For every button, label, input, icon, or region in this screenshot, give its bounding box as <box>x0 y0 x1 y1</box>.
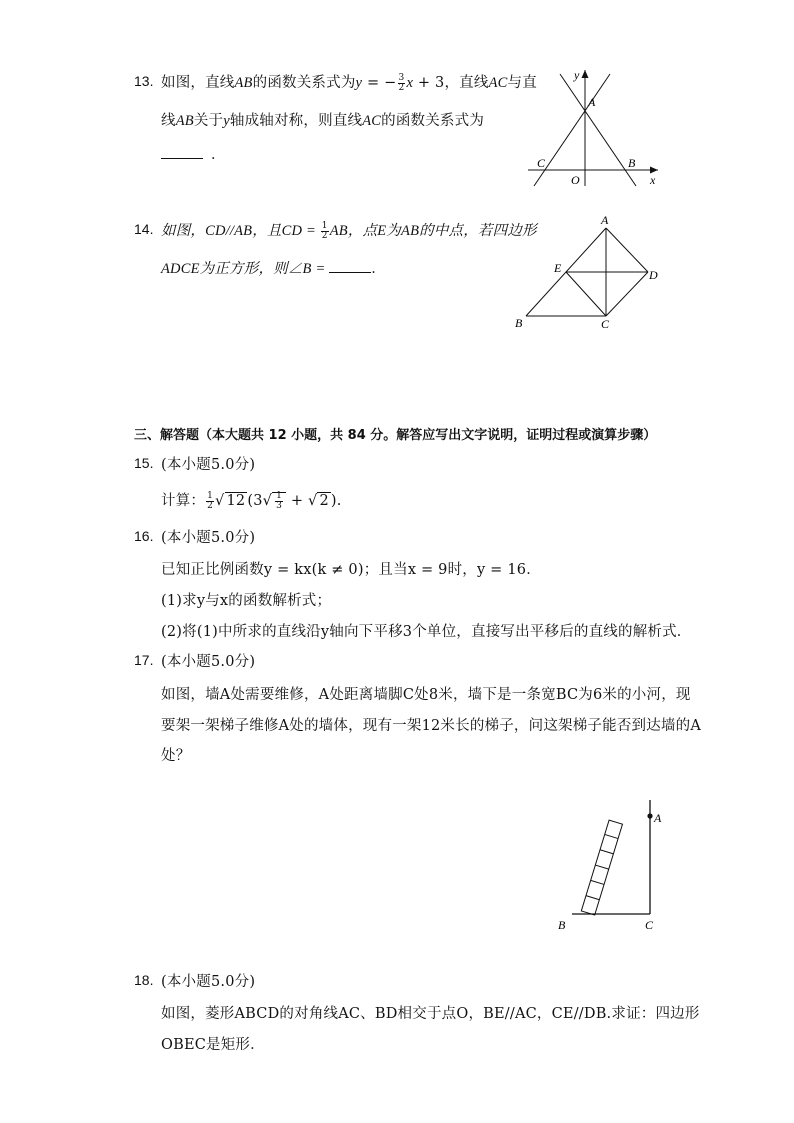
q14-fig-e-label: E <box>554 261 562 275</box>
q13-fig-x-label: x <box>650 173 656 187</box>
q17-line1: 如图，墙A处需要维修，A处距离墙脚C处8米，墙下是一条宽BC为6米的小河，现 <box>161 687 691 703</box>
q17-score: (本小题5.0分) <box>161 654 256 670</box>
q17-fig-b-label: B <box>558 918 566 932</box>
q17-line3: 处？ <box>161 748 191 764</box>
q18-score: (本小题5.0分) <box>161 974 256 990</box>
q18-number: 18. <box>134 972 154 988</box>
q16-score: (本小题5.0分) <box>161 530 256 546</box>
q18-line1: 如图，菱形ABCD的对角线AC、BD相交于点O，BE//AC，CE//DB.求证：四边形 <box>161 1006 700 1022</box>
q13-line2: 线AB关于y轴成轴对称，则直线AC的函数关系式为 <box>161 113 485 129</box>
q14-answer-blank[interactable] <box>329 260 371 273</box>
q13-fig-b-label: B <box>628 156 636 170</box>
q13-fig-o-label: O <box>571 173 580 187</box>
q15-score: (本小题5.0分) <box>161 457 256 473</box>
q14-line2: ADCE为正方形，则∠B = ． <box>161 261 386 277</box>
q17-fig-a-label: A <box>654 811 662 825</box>
q14-fig-d-label: D <box>649 268 658 282</box>
q15-inner-fraction: $\frac{1}{3}$ <box>276 490 283 511</box>
q13-line1: 如图，直线AB的函数关系式为y = − $\frac{3}{2}$ x + 3，直线AC与直 <box>161 72 537 93</box>
q14-number: 14. <box>134 221 154 237</box>
q14-fig-c-label: C <box>601 317 610 331</box>
q13-line3: ． <box>161 143 226 164</box>
q14-fig-b-label: B <box>515 316 523 330</box>
q13-fraction: $\frac{3}{2}$ <box>398 72 405 93</box>
q15-half: $\frac{1}{2}$ <box>207 490 214 511</box>
q17-fig-c-label: C <box>645 918 654 932</box>
q17-ladder-figure <box>550 796 672 936</box>
q14-square-figure <box>508 212 664 334</box>
q13-fig-y-label: y <box>574 68 580 82</box>
q15-expression: 计算： $\frac{1}{2}$ √ 12 (3√ $\frac{1}{3}$ + √ 2 ). <box>161 490 342 511</box>
q17-number: 17. <box>134 652 154 668</box>
q16-line2: (1)求y与x的函数解析式； <box>161 593 332 609</box>
q13-fig-a-label: A <box>588 95 596 109</box>
q16-line3: (2)将(1)中所求的直线沿y轴向下平移3个单位，直接写出平移后的直线的解析式． <box>161 624 692 640</box>
q13-fig-c-label: C <box>537 156 546 170</box>
q16-line1: 已知正比例函数y = kx(k ≠ 0)；且当x = 9时，y = 16． <box>161 562 541 578</box>
q14-fig-a-label: A <box>601 213 609 227</box>
q17-line2: 要架一架梯子维修A处的墙体，现有一架12米长的梯子，问这架梯子能否到达墙的A <box>161 718 701 734</box>
q13-coordinate-figure <box>524 66 664 190</box>
ladder-icon <box>581 820 622 915</box>
q15-number: 15. <box>134 455 154 471</box>
q14-line1: 如图，CD//AB，且CD = $\frac{1}{2}$ AB，点E为AB的中点，若四边形 <box>161 220 537 241</box>
q13-answer-blank[interactable] <box>161 146 203 159</box>
q14-fraction: $\frac{1}{2}$ <box>321 220 328 241</box>
section-3-heading: 三、解答题（本大题共 12 小题，共 84 分。解答应写出文字说明，证明过程或演算步骤） <box>134 428 657 443</box>
q18-line2: OBEC是矩形． <box>161 1037 265 1053</box>
q13-number: 13. <box>134 73 154 89</box>
q16-number: 16. <box>134 528 154 544</box>
